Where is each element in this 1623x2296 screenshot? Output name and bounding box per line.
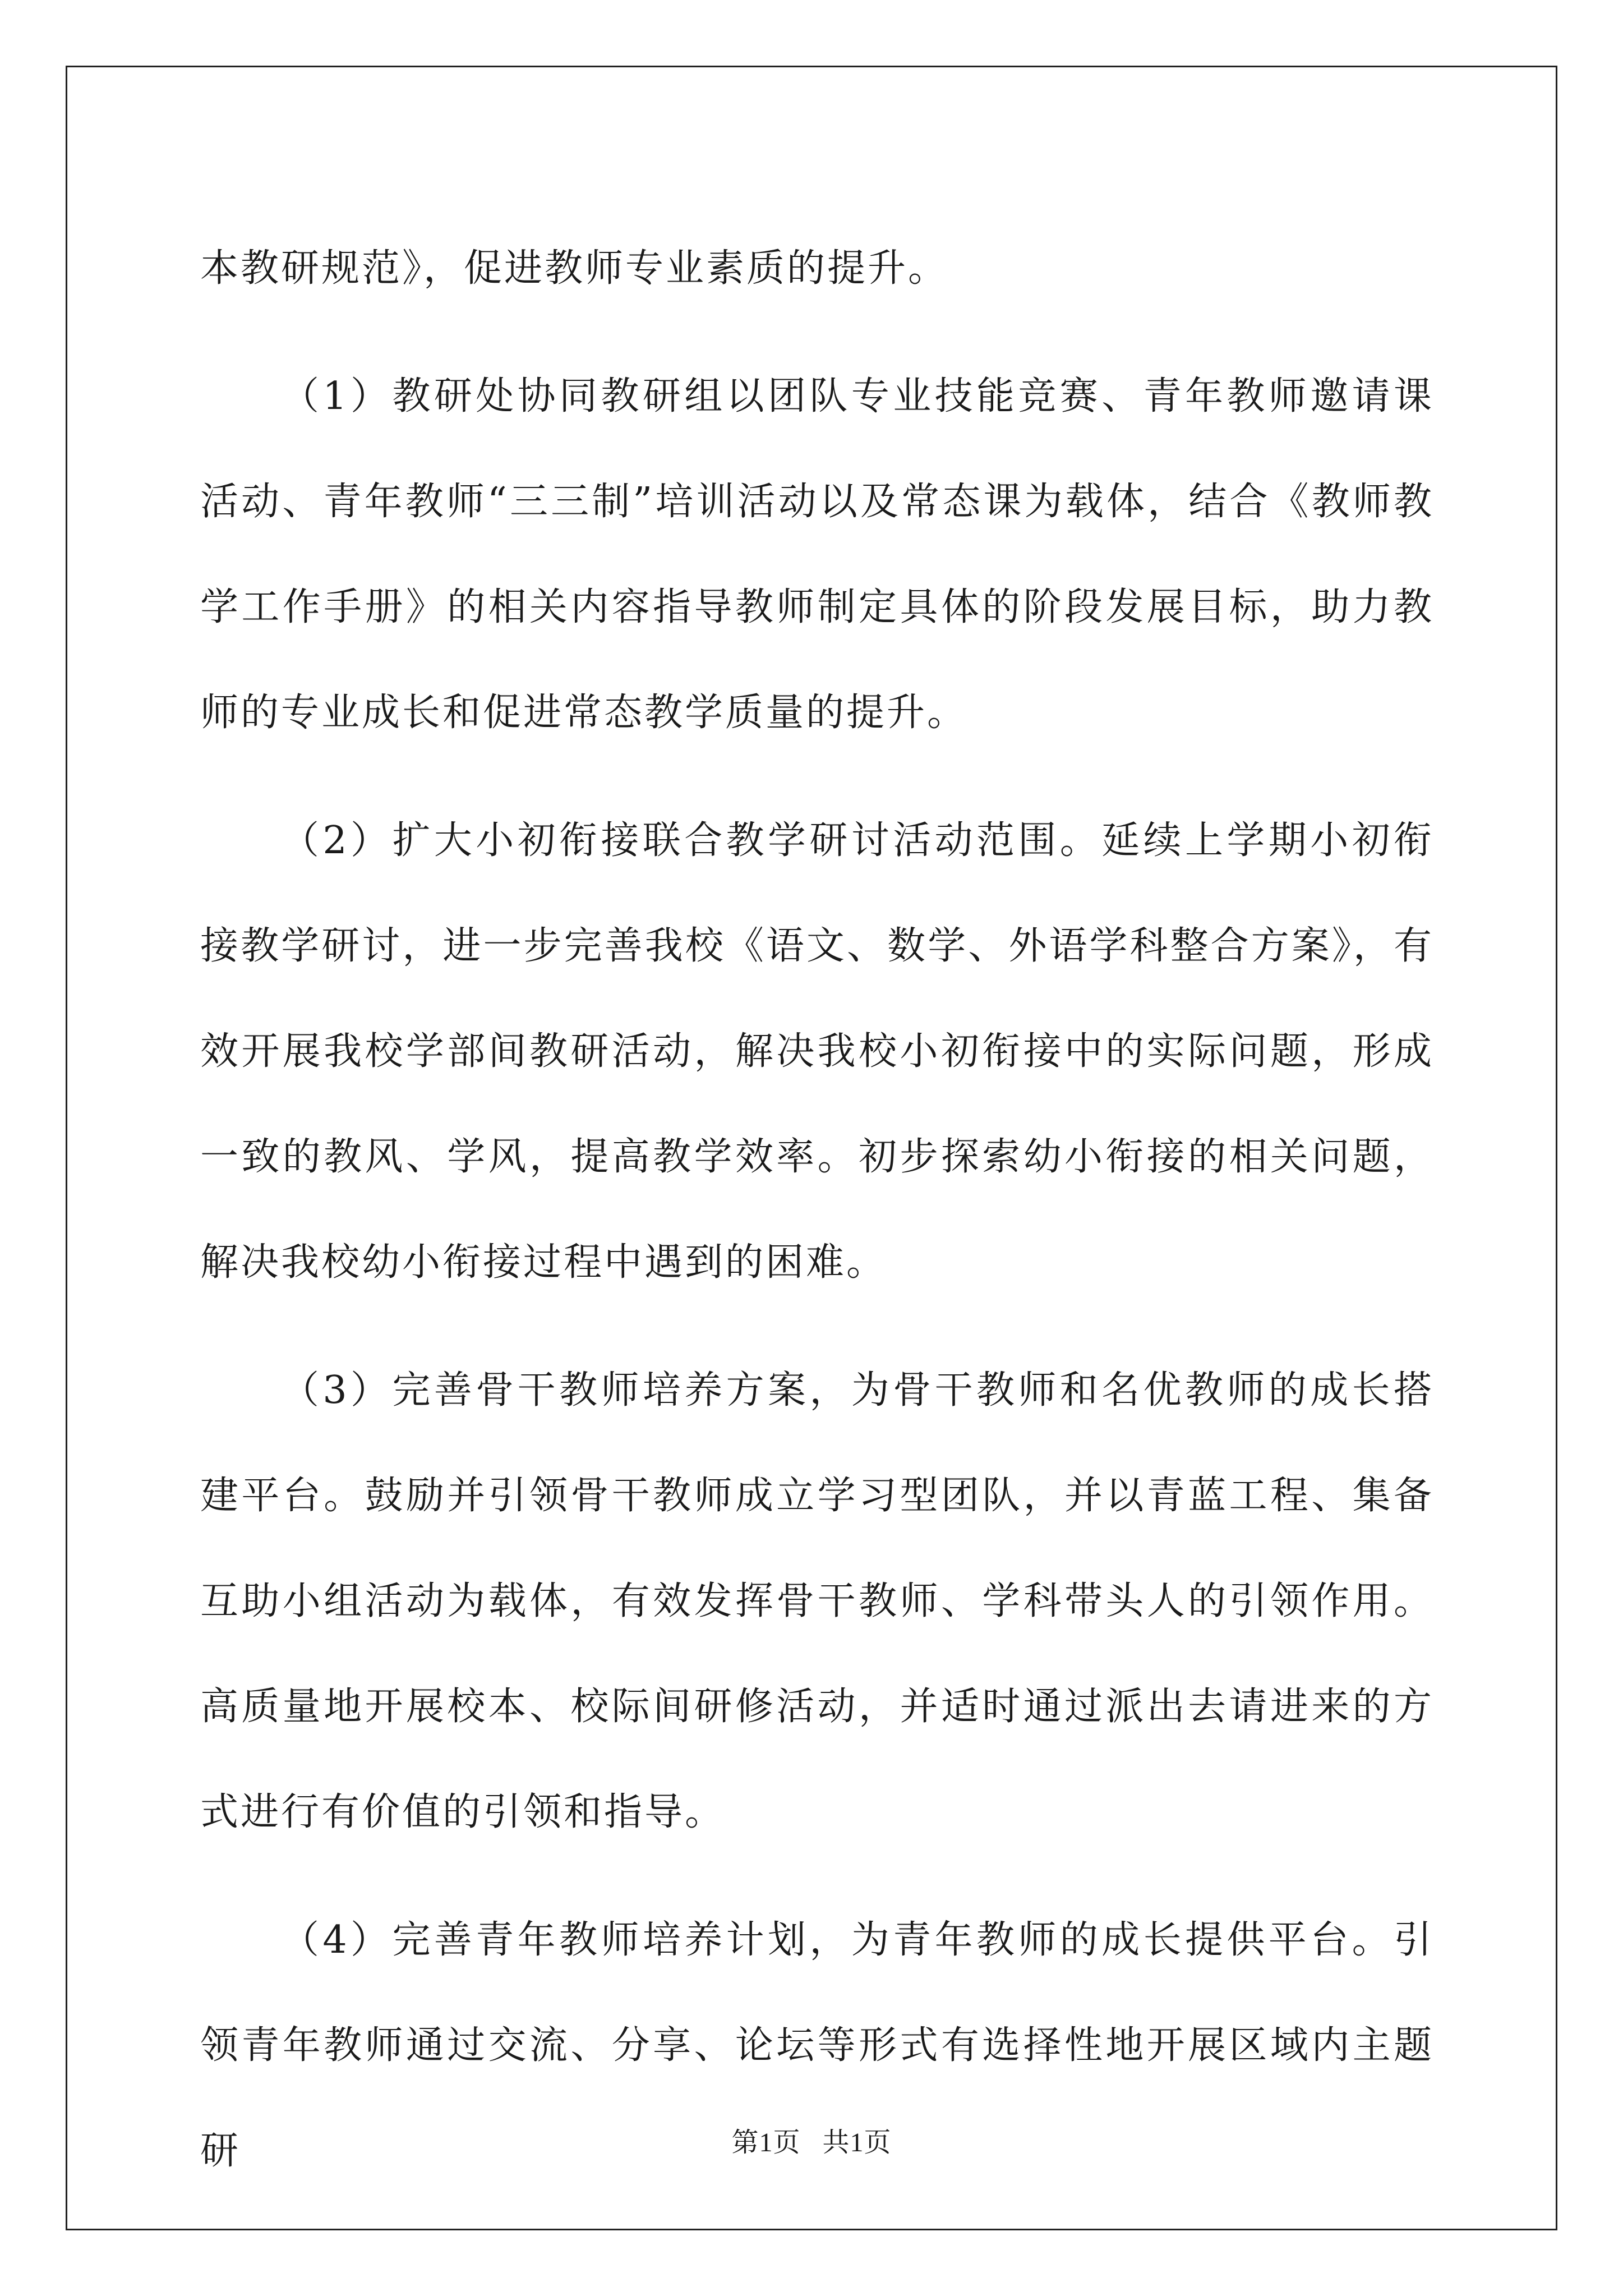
paragraph-item-4: （4）完善青年教师培养计划，为青年教师的成长提供平台。引领青年教师通过交流、分享、论坛等形式有选择性地开展区域内主题研: [200, 1918, 1434, 2173]
paragraph-item-2: （2）扩大小初衔接联合教学研讨活动范围。延续上学期小初衔接教学研讨，进一步完善我校《语文、数学、外语学科整合方案》，有效开展我校学部间教研活动，解决我校小初衔接中的实际问题，形成一致的教风、学风，提高教学效率。初步探索幼小衔接的相关问题，解决我校幼小衔接过程中遇到的困难。: [200, 818, 1434, 1285]
page-number: 第1页: [731, 2128, 801, 2157]
page-total: 共1页: [822, 2128, 892, 2157]
document-body: [200, 216, 1434, 2204]
paragraph-item-3: （3）完善骨干教师培养方案，为骨干教师和名优教师的成长搭建平台。鼓励并引领骨干教师成立学习型团队，并以青蓝工程、集备互助小组活动为载体，有效发挥骨干教师、学科带头人的引领作用。高质量地开展校本、校际间研修活动，并适时通过派出去请进来的方式进行有价值的引领和指导。: [200, 1368, 1434, 1834]
paragraph-continuation: 本教研规范》，促进教师专业素质的提升。: [200, 246, 949, 291]
paragraph-item-1: （1）教研处协同教研组以团队专业技能竞赛、青年教师邀请课活动、青年教师“三三制”培训活动以及常态课为载体，结合《教师教学工作手册》的相关内容指导教师制定具体的阶段发展目标，助力教师的专业成长和促进常态教学质量的提升。: [200, 374, 1434, 735]
page-footer: [0, 2120, 1623, 2159]
